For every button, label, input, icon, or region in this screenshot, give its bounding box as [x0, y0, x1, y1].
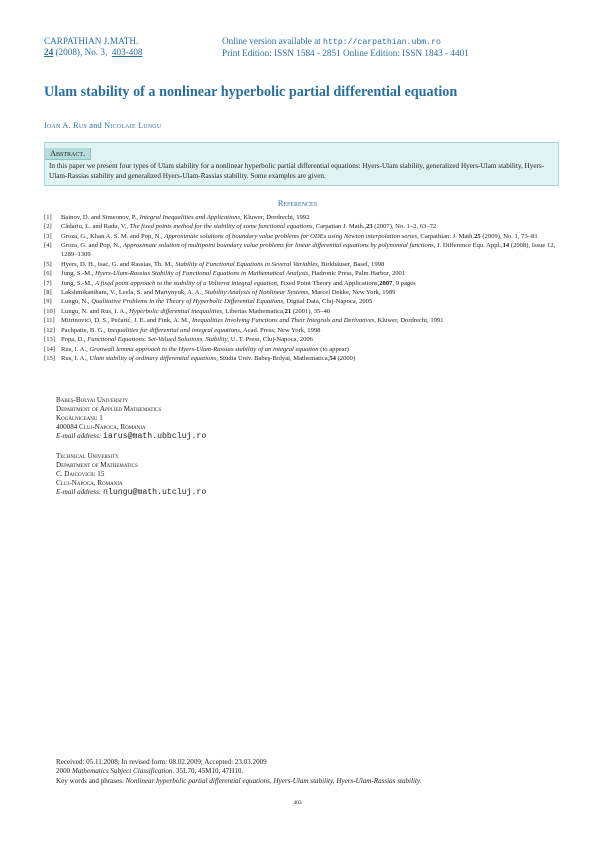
reference-authors: Hyers, D. H., Isac, G. and Rassias, Th. M., [61, 260, 174, 268]
reference-title: The fixed points method for the stability of some functional equations [129, 223, 313, 231]
reference-title: Ulam stability of ordinary differential equations [89, 355, 217, 363]
reference-item [44, 298, 557, 307]
references-heading: References [277, 199, 318, 208]
reference-title: Functional Equations. Set-Valued Solutions. Stability [87, 336, 228, 344]
reference-source: , Marcel Dekke, New York, 1989 [308, 288, 396, 296]
print-edition: Print Edition: ISSN 1584 - 2851 Online Edition: ISSN 1843 - 4401 [222, 48, 469, 58]
reference-source: , Carpatian J. Math., [312, 223, 367, 231]
reference-title: Gronwall lemma approach to the Hyers-Ulam-Rassias stability of an integral equation [89, 345, 319, 353]
reference-title: A fixed point approach to the stability of a Volterra integral equation [95, 279, 277, 287]
reference-volume: 14 [502, 242, 510, 250]
reference-title: Approximate solution of multipoint boundary value problems for linear differential equations by polynomial functions [122, 242, 434, 250]
msc-prefix: 2000 [56, 767, 71, 776]
reference-authors: Rus, I. A., [61, 345, 88, 353]
authors [44, 121, 161, 130]
keywords-label: Key words and phrases. [56, 776, 124, 785]
reference-source: , Libertas Mathematica, [221, 307, 285, 315]
reference-item [44, 223, 557, 232]
reference-authors: Groza, G. and Pop, N., [61, 242, 122, 250]
reference-authors: Popa, D., [61, 336, 86, 344]
reference-item [44, 289, 557, 298]
journal-name: CARPATHIAN J. [44, 36, 110, 46]
reference-title: Approximate solutions of boundary value problems for ODEs using Newton interpolation series [164, 232, 418, 240]
reference-authors: Jung, S.-M., [61, 270, 94, 278]
reference-number: [13] [44, 336, 55, 344]
reference-title: Inequalities Involving Functions and Their Integrals and Derivatives [191, 317, 375, 325]
reference-source: , Birkhäuser, Basel, 1998 [317, 260, 385, 268]
reference-number: [10] [44, 307, 55, 315]
address2-city: Cluj-Napoca, Romania [56, 478, 123, 487]
reference-source: (to appear) [318, 345, 349, 353]
reference-source: , U. T. Press, Cluj-Napoca, 2006 [227, 336, 313, 344]
reference-details: (2009) [335, 355, 356, 363]
author-rus: Ioan A. Rus [44, 121, 87, 130]
address2-university: Technical University [56, 452, 119, 460]
reference-item [44, 214, 557, 223]
reference-number: [4] [44, 242, 52, 250]
keywords-text: Nonlinear hyperbolic partial differential equations, Hyers-Ulam stability, Hyers-Ulam-Rassias stability. [125, 776, 422, 785]
reference-details: , 9 pages [392, 279, 416, 287]
received-dates: Received: 05.11.2008; In revised form: 08.02.2009; Accepted: 23.03.2009 [56, 758, 267, 766]
year-issue: (2008), No. 3, [55, 47, 108, 57]
reference-number: [1] [44, 214, 52, 221]
reference-authors: Bainov, D. and Simeonov, P., [61, 214, 138, 221]
footnote-block [56, 758, 556, 786]
reference-source: , Kluwer, Dordrecht, 1991 [374, 317, 444, 325]
online-header [222, 36, 469, 59]
reference-item [44, 261, 557, 270]
reference-details: (2007), No. 1–2, 63–72 [372, 223, 437, 231]
reference-volume: 21 [284, 307, 292, 315]
abstract-label: Abstract. [45, 148, 91, 160]
online-prefix: Online version available at [222, 36, 321, 46]
reference-volume: 25 [474, 232, 481, 240]
reference-source: , Digital Data, Cluj-Napoca, 2005 [283, 298, 373, 306]
address-block-1 [56, 396, 206, 442]
journal-math: MATH. [110, 36, 139, 46]
reference-number: [6] [44, 270, 52, 278]
address1-street: Kogălniceanu 1 [56, 413, 103, 422]
reference-authors: Pachpatte, B. G., [61, 326, 106, 334]
online-url-link[interactable]: http://carpathian.ubm.ro [323, 38, 441, 47]
reference-number: [8] [44, 288, 52, 296]
reference-item [44, 355, 557, 364]
address2-email-link[interactable]: nlungu@math.utcluj.ro [103, 487, 207, 497]
reference-source: , Acad. Press, New York, 1998 [239, 326, 321, 334]
reference-volume: 54 [329, 355, 336, 363]
reference-details: (2001), 35–40 [291, 307, 331, 315]
reference-item [44, 308, 557, 317]
reference-authors: Lakshmikantham, V., Leela, S. and Martynyuk, A. A., [61, 288, 203, 296]
reference-number: [11] [44, 317, 55, 325]
reference-item [44, 280, 557, 289]
reference-number: [15] [44, 355, 55, 363]
reference-details: (2009), No. 1, 73–81 [480, 232, 538, 240]
address1-email-label: E-mail address: [56, 431, 102, 440]
reference-item [44, 242, 557, 259]
reference-title: Qualitative Problems in the Theory of Hyperbolic Differential Equations [91, 298, 284, 306]
reference-source: , Studia Univ. Babeş-Bolyai, Mathematica, [216, 355, 330, 363]
reference-source: , Hadronic Press, Palm Harbor, 2001 [308, 270, 406, 278]
reference-authors: Jung, S.-M., [61, 279, 94, 287]
reference-title: Stability Analysis of Nonlinear Systems [204, 288, 309, 296]
address2-department: Department of Mathematics [56, 460, 138, 469]
journal-header [44, 36, 143, 58]
address1-city: 400084 Cluj-Napoca, Romania [56, 422, 146, 431]
reference-source: , Fixed Point Theory and Applications, [276, 279, 380, 287]
address-block-2 [56, 452, 206, 498]
page-range: 403-408 [111, 47, 143, 57]
address2-email-label: E-mail address: [56, 487, 102, 496]
reference-item [44, 336, 557, 345]
reference-item [44, 327, 557, 336]
reference-title: Integral Inequalities and Applications [139, 214, 241, 221]
reference-number: [3] [44, 232, 52, 240]
references-list [44, 214, 557, 365]
reference-title: Hyperbolic differential inequalities [129, 307, 222, 315]
reference-item [44, 233, 557, 242]
reference-details: (2008), Issue 12, 1289–1309 [61, 242, 556, 259]
authors-and: and [89, 121, 102, 130]
reference-number: [9] [44, 298, 52, 306]
page-number: 403 [293, 800, 302, 806]
reference-title: Inequalities for differential and integral equations [107, 326, 240, 334]
address1-email-link[interactable]: iarus@math.ubbcluj.ro [103, 431, 207, 441]
reference-item [44, 346, 557, 355]
reference-authors: Rus, I. A., [61, 355, 88, 363]
msc-codes: 35L70, 45M10, 47H10. [176, 767, 244, 776]
reference-authors: Lungu, N. and Rus, I. A., [61, 307, 128, 315]
reference-authors: Cădariu, L. and Radu, V., [61, 223, 128, 231]
reference-number: [5] [44, 260, 52, 268]
reference-title: Hyers-Ulam-Rassias Stability of Functional Equations in Mathematical Analysis [95, 270, 309, 278]
address2-street: C. Daicoviciu 15 [56, 469, 105, 478]
reference-source: , Kluwer, Dordrecht, 1992 [240, 214, 310, 221]
reference-source: , J. Difference Equ. Appl., [433, 242, 503, 250]
reference-authors: Groza, G., Khan A. S. M. and Pop, N., [61, 232, 163, 240]
reference-authors: Mitrinovici, D. S., Pečarić, J. E. and Fink, A. M., [61, 317, 191, 325]
reference-item [44, 270, 557, 279]
reference-number: [2] [44, 223, 52, 231]
abstract-text: In this paper we present four types of Ulam stability for a nonlinear hyperbolic partial differential equations: Hyers-Ulam stability, generalized Hyers-Ulam stability, Hyers-Ulam-Rassias stability and generalized Hyers-Ulam-Rassias stability. Some examples are given. [49, 162, 545, 180]
reference-number: [14] [44, 345, 55, 353]
address1-university: Babeş-Bolyai University [56, 396, 129, 404]
abstract-box [44, 142, 559, 186]
address1-department: Department of Applied Mathematics [56, 404, 162, 413]
msc-label: Mathematics Subject Classification. [71, 767, 175, 776]
volume-number: 24 [44, 47, 54, 57]
reference-authors: Lungu, N., [61, 298, 90, 306]
reference-item [44, 317, 557, 326]
reference-number: [7] [44, 279, 52, 287]
reference-number: [12] [44, 326, 55, 334]
paper-title: Ulam stability of a nonlinear hyperbolic partial differential equation [44, 84, 458, 100]
reference-title: Stability of Functional Equations in Several Variables [175, 260, 318, 268]
author-lungu: Nicolaie Lungu [104, 121, 162, 130]
reference-volume: 23 [366, 223, 373, 231]
reference-source: , Carpathian. J. Math. [417, 232, 475, 240]
reference-volume: 2007 [379, 279, 393, 287]
